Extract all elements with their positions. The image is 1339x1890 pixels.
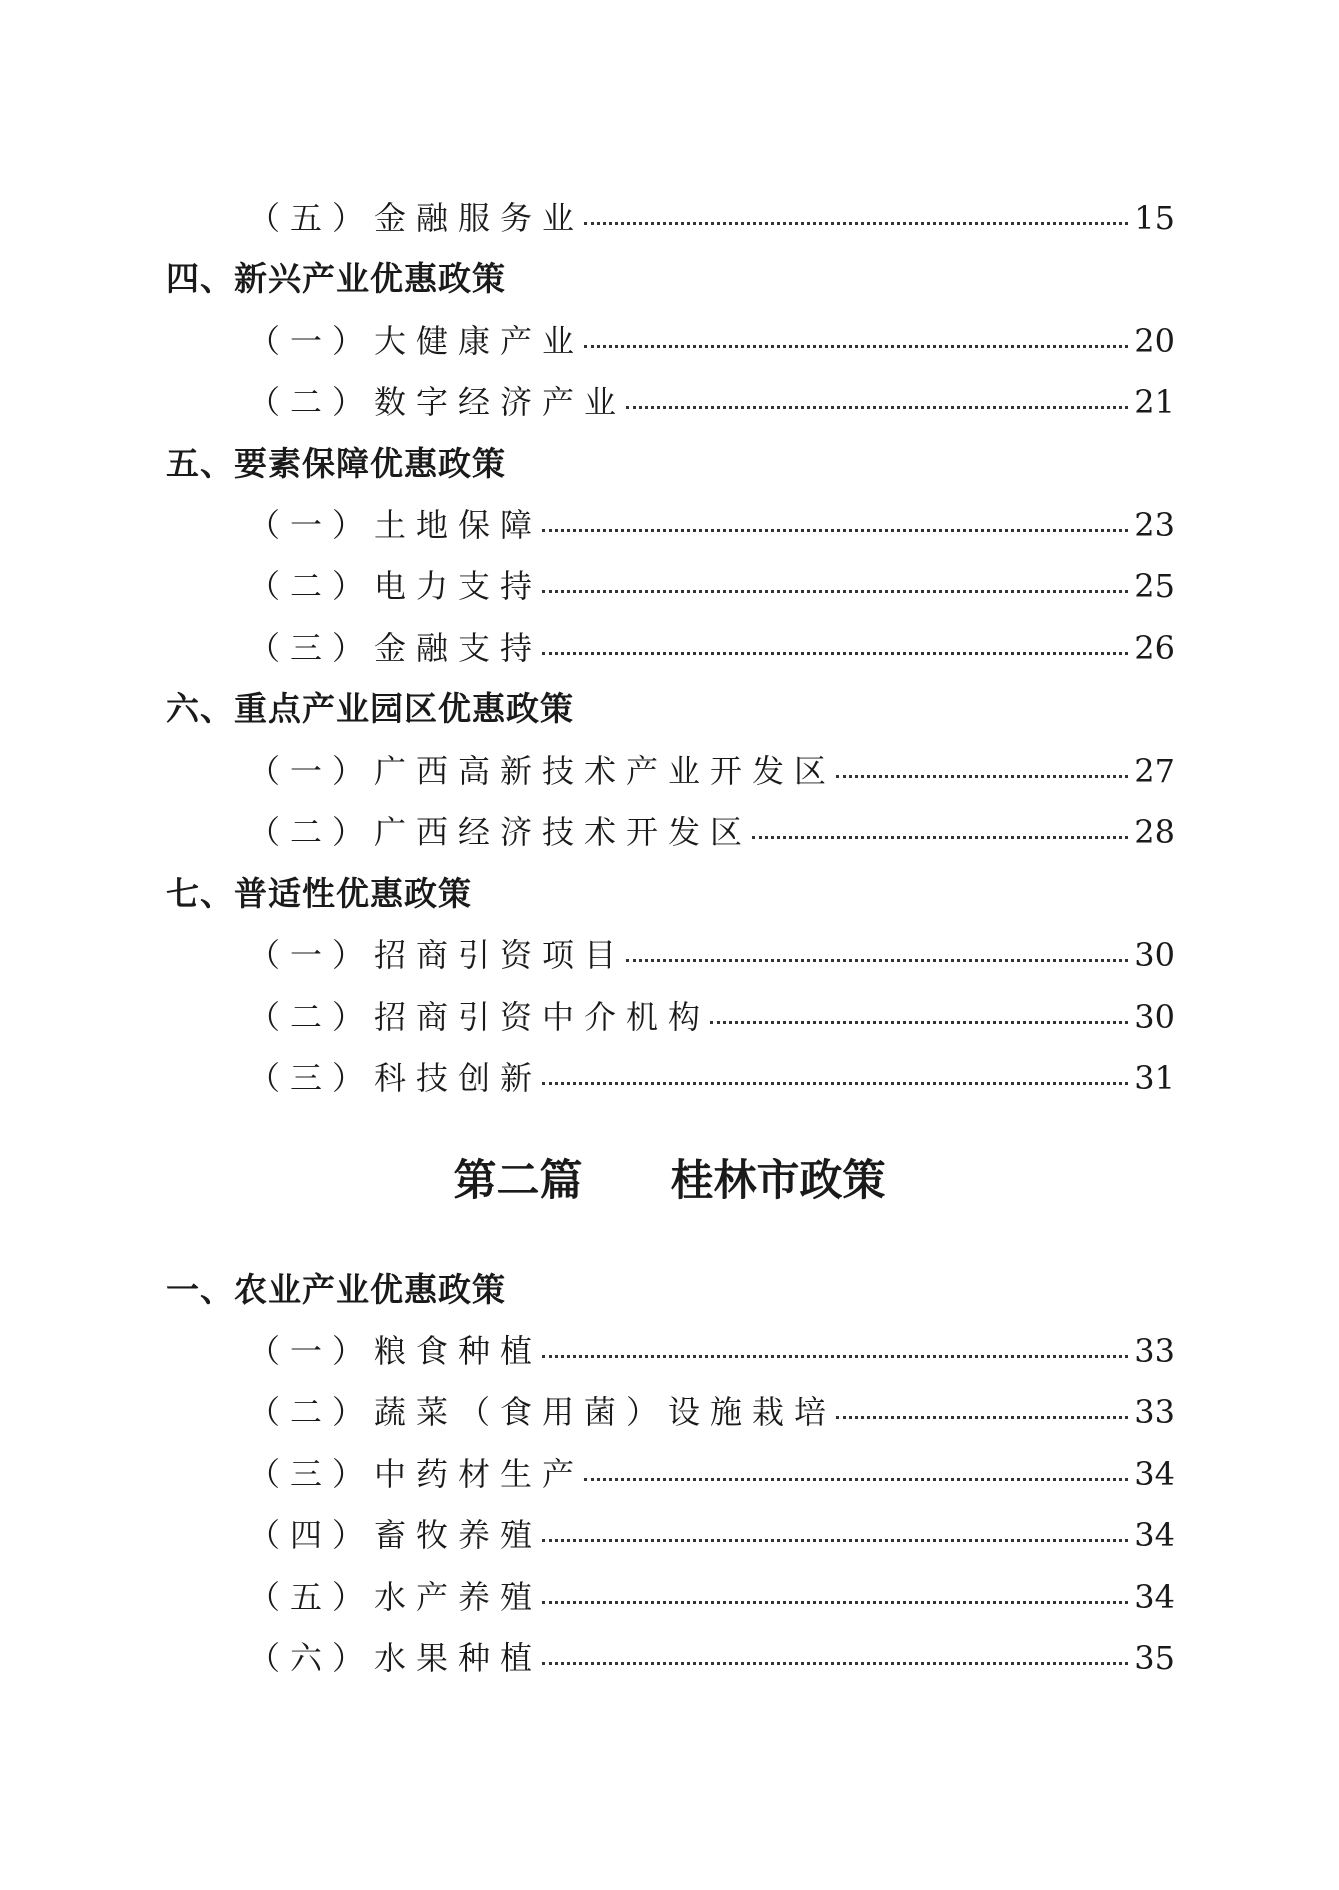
toc-section-heading-row xyxy=(0,436,1339,492)
toc-entry[interactable] xyxy=(0,374,1339,430)
toc-section-heading: 五、要素保障优惠政策 xyxy=(166,444,506,483)
dot-leader xyxy=(626,406,1128,409)
toc-entry-line xyxy=(248,374,1175,430)
toc-entry-line xyxy=(248,313,1175,369)
part-title-number: 第二篇 xyxy=(453,1156,583,1206)
toc-page-number: 20 xyxy=(1134,322,1175,360)
toc-entry-line xyxy=(248,743,1175,799)
toc-section-heading-row xyxy=(0,681,1339,737)
toc-page-number: 30 xyxy=(1134,998,1175,1036)
toc-entry[interactable] xyxy=(0,620,1339,676)
toc-entry[interactable] xyxy=(0,1630,1339,1686)
toc-entry[interactable] xyxy=(0,1446,1339,1502)
toc-entry-label: （一）广西高新技术产业开发区 xyxy=(248,752,837,790)
toc-entry-line xyxy=(248,804,1175,860)
toc-entry[interactable] xyxy=(0,1323,1339,1379)
toc-entry-label: （一）粮食种植 xyxy=(248,1332,543,1370)
toc-entry-line xyxy=(248,190,1175,246)
toc-entry-line xyxy=(248,1050,1175,1106)
dot-leader xyxy=(584,1478,1128,1481)
toc-entry[interactable] xyxy=(0,558,1339,614)
toc-entry-label: （四）畜牧养殖 xyxy=(248,1516,543,1554)
toc-page-number: 25 xyxy=(1134,567,1175,605)
dot-leader xyxy=(584,345,1128,348)
toc-entry-label: （六）水果种植 xyxy=(248,1639,543,1677)
toc-entry[interactable] xyxy=(0,190,1339,246)
toc-page-number: 34 xyxy=(1134,1455,1175,1493)
toc-entry-line xyxy=(248,497,1175,553)
toc-entry-label: （二）数字经济产业 xyxy=(248,383,627,421)
toc-entry-label: （二）广西经济技术开发区 xyxy=(248,813,753,851)
toc-page-number: 28 xyxy=(1134,813,1175,851)
toc-entry[interactable] xyxy=(0,1507,1339,1563)
toc-section-heading: 六、重点产业园区优惠政策 xyxy=(166,689,574,728)
toc-entry-label: （一）大健康产业 xyxy=(248,322,585,360)
toc-entry-label: （三）科技创新 xyxy=(248,1059,543,1097)
toc-page-number: 21 xyxy=(1134,383,1175,421)
toc-entry-line xyxy=(248,1630,1175,1686)
toc-entry-line xyxy=(248,1446,1175,1502)
dot-leader xyxy=(836,1416,1128,1419)
toc-entry-line xyxy=(248,620,1175,676)
dot-leader xyxy=(542,1539,1128,1542)
toc-entry-label: （二）蔬菜（食用菌）设施栽培 xyxy=(248,1393,837,1431)
toc-section-heading: 一、农业产业优惠政策 xyxy=(166,1270,506,1309)
toc-entry-label: （二）招商引资中介机构 xyxy=(248,998,711,1036)
toc-section-heading: 七、普适性优惠政策 xyxy=(166,874,472,913)
dot-leader xyxy=(542,1082,1128,1085)
toc-page-number: 31 xyxy=(1134,1059,1175,1097)
toc-page-number: 34 xyxy=(1134,1578,1175,1616)
dot-leader xyxy=(542,652,1128,655)
dot-leader xyxy=(836,775,1128,778)
toc-entry-label: （一）招商引资项目 xyxy=(248,936,627,974)
toc-section-heading-row xyxy=(0,251,1339,307)
toc-entry[interactable] xyxy=(0,989,1339,1045)
toc-entry-line xyxy=(248,927,1175,983)
toc-entry-line xyxy=(248,1323,1175,1379)
toc-page-number: 26 xyxy=(1134,629,1175,667)
dot-leader xyxy=(542,1601,1128,1604)
toc-page-number: 34 xyxy=(1134,1516,1175,1554)
dot-leader xyxy=(542,529,1128,532)
toc-entry-label: （一）土地保障 xyxy=(248,506,543,544)
toc-entry[interactable] xyxy=(0,497,1339,553)
toc-page-number: 23 xyxy=(1134,506,1175,544)
part-title-name: 桂林市政策 xyxy=(670,1156,886,1206)
toc-entry-line xyxy=(248,1384,1175,1440)
part-title xyxy=(0,1146,1339,1216)
toc-entry-line xyxy=(248,558,1175,614)
toc-section-heading-row xyxy=(0,1262,1339,1318)
dot-leader xyxy=(584,222,1128,225)
dot-leader xyxy=(542,1355,1128,1358)
toc-page-number: 33 xyxy=(1134,1393,1175,1431)
toc-entry-label: （三）金融支持 xyxy=(248,629,543,667)
toc-entry[interactable] xyxy=(0,743,1339,799)
dot-leader xyxy=(542,1662,1128,1665)
toc-entry-line xyxy=(248,989,1175,1045)
toc-entry[interactable] xyxy=(0,1050,1339,1106)
toc-entry[interactable] xyxy=(0,927,1339,983)
toc-section-heading: 四、新兴产业优惠政策 xyxy=(166,259,506,298)
toc-page-number: 30 xyxy=(1134,936,1175,974)
toc-page-number: 27 xyxy=(1134,752,1175,790)
toc-entry-label: （三）中药材生产 xyxy=(248,1455,585,1493)
toc-entry[interactable] xyxy=(0,1569,1339,1625)
toc-entry-label: （五）水产养殖 xyxy=(248,1578,543,1616)
toc-entry[interactable] xyxy=(0,804,1339,860)
toc-page-number: 35 xyxy=(1134,1639,1175,1677)
dot-leader xyxy=(626,959,1128,962)
dot-leader xyxy=(710,1021,1128,1024)
toc-entry-label: （二）电力支持 xyxy=(248,567,543,605)
toc-entry-line xyxy=(248,1507,1175,1563)
toc-page-number: 15 xyxy=(1134,199,1175,237)
toc-entry[interactable] xyxy=(0,1384,1339,1440)
toc-entry-label: （五）金融服务业 xyxy=(248,199,585,237)
toc-entry-line xyxy=(248,1569,1175,1625)
toc-section-heading-row xyxy=(0,866,1339,922)
toc-page-number: 33 xyxy=(1134,1332,1175,1370)
dot-leader xyxy=(752,836,1128,839)
dot-leader xyxy=(542,590,1128,593)
toc-entry[interactable] xyxy=(0,313,1339,369)
